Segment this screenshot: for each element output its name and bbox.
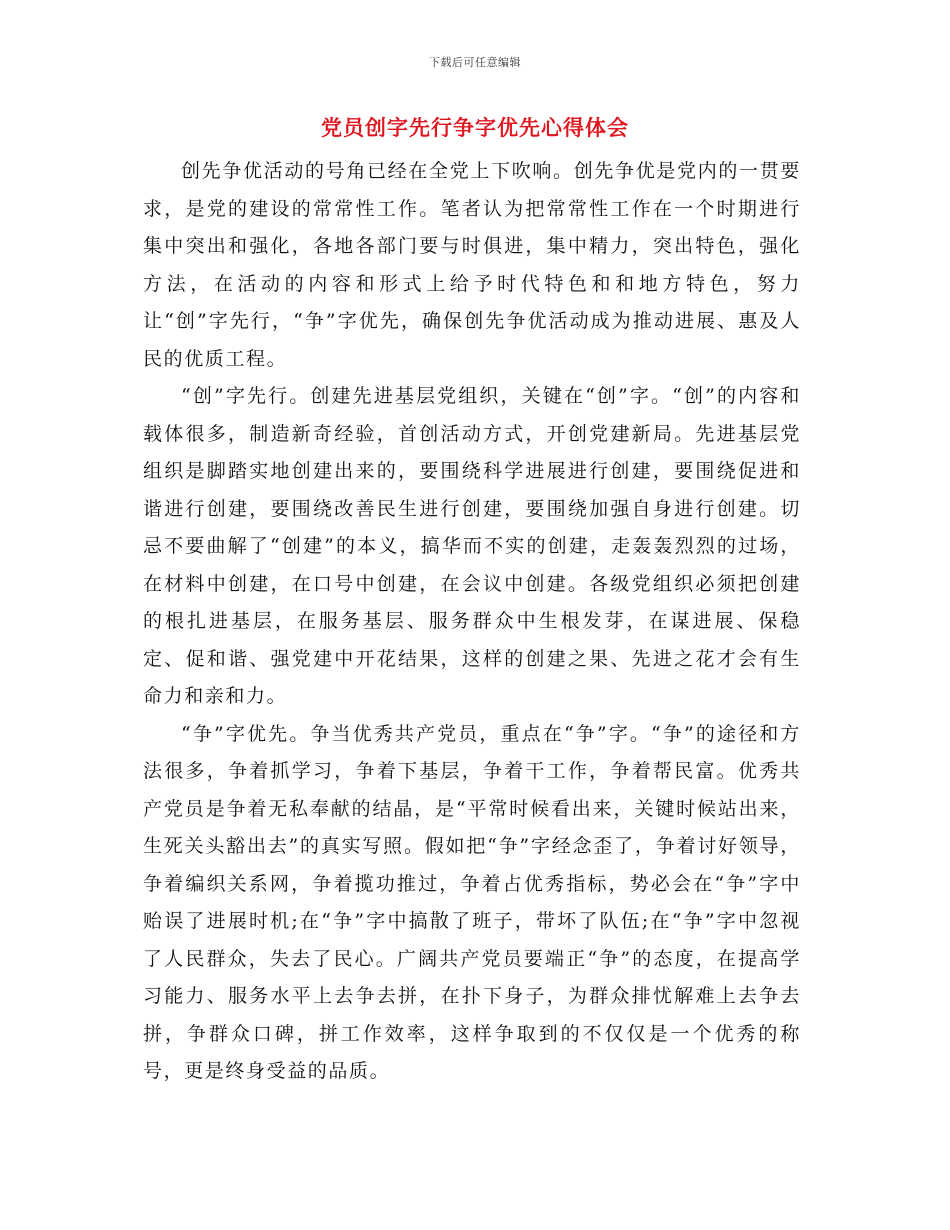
paragraph-zheng: “争”字优先。争当优秀共产党员，重点在“争”字。“争”的途径和方法很多，争着抓学习，争着下基层，争着干工作，争着帮民富。优秀共产党员是争着无私奉献的结晶，是“平常时候看出来，关键时候站出来，生死关头豁出去”的真实写照。假如把“争”字经念歪了，争着讨好领导，争着编织关系网，争着揽功推过，争着占优秀指标，势必会在“争”字中贻误了进展时机;在“争”字中搞散了班子，带坏了队伍;在“争”字中忽视了人民群众，失去了民心。广阔共产党员要端正“争”的态度，在提高学习能力、服务水平上去争去拼，在扑下身子，为群众排忧解难上去争去拼，争群众口碑，拼工作效率，这样争取到的不仅仅是一个优秀的称号，更是终身受益的品质。	[143, 722, 801, 1082]
paragraph-intro: 创先争优活动的号角已经在全党上下吹响。创先争优是党内的一贯要求，是党的建设的常常性工作。笔者认为把常常性工作在一个时期进行集中突出和强化，各地各部门要与时俱进，集中精力，突出特色，强化方法，在活动的内容和形式上给予时代特色和和地方特色，努力让“创”字先行，“争”字优先，确保创先争优活动成为推动进展、惠及人民的优质工程。	[143, 160, 801, 370]
header-note: 下载后可任意编辑	[429, 56, 521, 69]
document-body	[143, 153, 801, 1091]
document-title: 党员创字先行争字优先心得体会	[321, 115, 629, 140]
paragraph-chuang: “创”字先行。创建先进基层党组织，关键在“创”字。“创”的内容和载体很多，制造新奇经验，首创活动方式，开创党建新局。先进基层党组织是脚踏实地创建出来的，要围绕科学进展进行创建，要围绕促进和谐进行创建，要围绕改善民生进行创建，要围绕加强自身进行创建。切忌不要曲解了“创建”的本义，搞华而不实的创建，走轰轰烈烈的过场，在材料中创建，在口号中创建，在会议中创建。各级党组织必须把创建的根扎进基层，在服务基层、服务群众中生根发芽，在谋进展、保稳定、促和谐、强党建中开花结果，这样的创建之果、先进之花才会有生命力和亲和力。	[143, 385, 801, 707]
